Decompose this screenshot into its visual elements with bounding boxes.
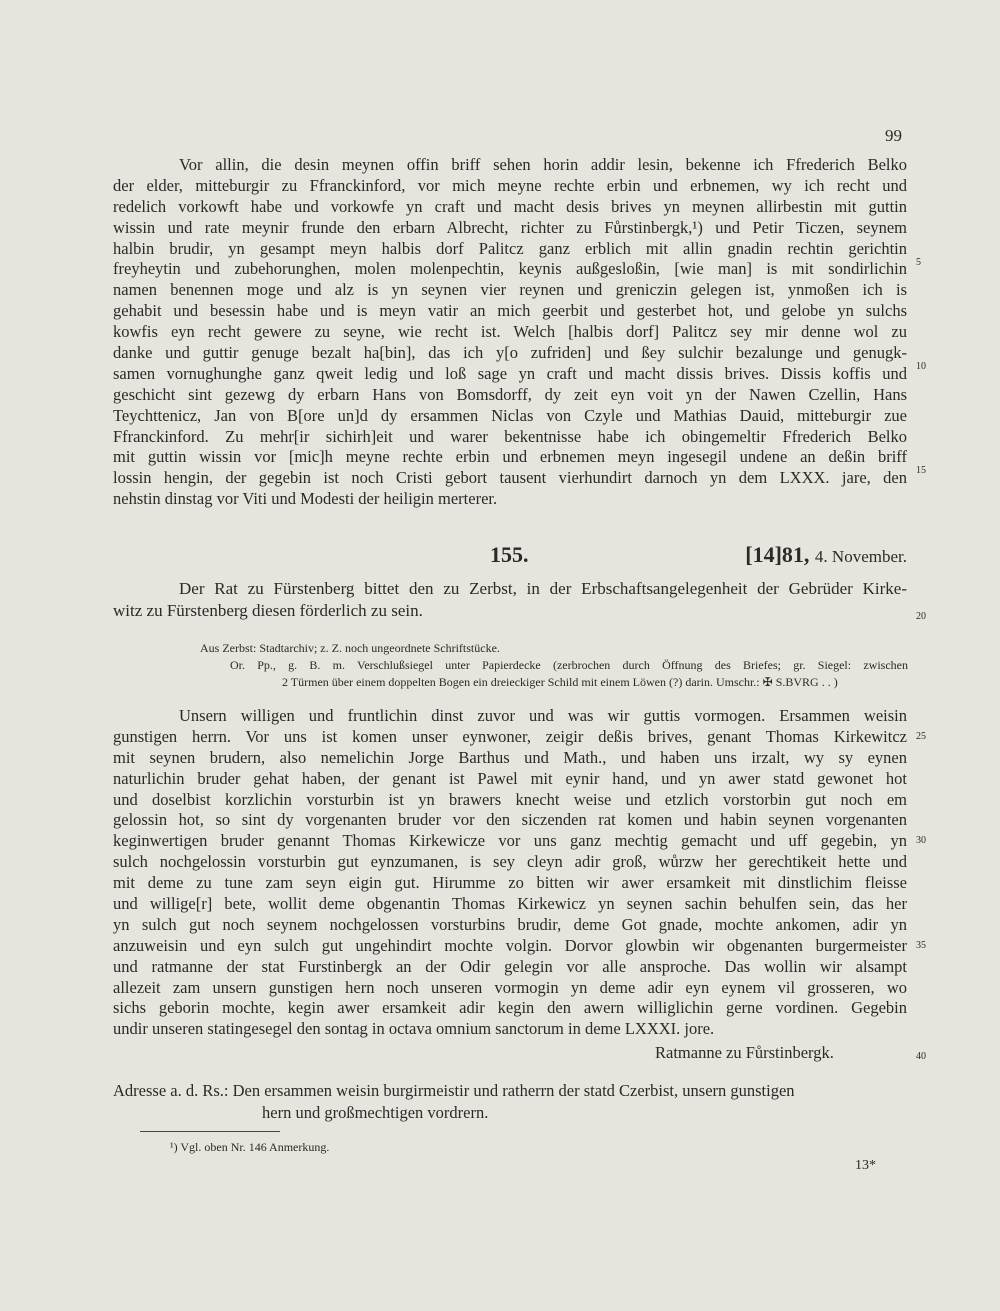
text-line: mit deme zu tune zam seyn eigin gut. Hirumme zo bitten wir awer ersamkeit mit dinstlichim fleisse <box>113 873 907 893</box>
text-line: nehstin dinstag vor Viti und Modesti der heiligin merterer. <box>113 489 498 509</box>
page-number: 99 <box>885 126 902 145</box>
document-year: [14]81, <box>745 542 810 567</box>
text-line: und ratmanne der stat Furstinbergk an der Odir gelegin vor alle ansproche. Das wollin wir alsampt <box>113 956 907 976</box>
document-day: 4. November. <box>814 547 907 566</box>
source-line: Or. Pp., g. B. m. Verschlußsiegel unter Papierdecke (zerbrochen durch Öffnung des Briefes; gr. Siegel: zwischen <box>230 657 908 672</box>
margin-line-number: 10 <box>916 361 926 372</box>
text-line: wissin und rate meynir frunde den erbarn Albrecht, richter zu Fůrstinbergk,¹) und Petir Ticzen, seynem <box>113 217 907 237</box>
source-line: Aus Zerbst: Stadtarchiv; z. Z. noch ungeordnete Schriftstücke. <box>200 641 500 655</box>
text-line: kowfis eyn recht gewere zu seyne, wie recht ist. Welch [halbis dorf] Palitcz sey mir denne wol zu <box>113 322 907 342</box>
address-line <box>113 1080 907 1102</box>
footnote-divider <box>140 1131 280 1132</box>
source-note <box>200 640 908 690</box>
margin-line-number: 35 <box>916 940 926 951</box>
address-text: Den ersammen weisin burgirmeistir und ratherrn der statd Czerbist, unsern gunstigen <box>232 1081 795 1100</box>
text-line: gunstigen herrn. Vor uns ist komen unser eynwoner, zeigir deßis brives, genant Thomas Kirkewitcz <box>113 726 907 746</box>
text-line: geschicht sint gezewg dy erbarn Hans von Bomsdorff, dy zeit eyn voit yn der Nawen Czellin, Hans <box>113 384 907 404</box>
margin-line-number: 40 <box>916 1051 926 1062</box>
text-line: danke und guttir genuge bezalt ha[bin], das ich y[o zufriden] und ßey sulchir bezalunge und genugk- <box>113 343 907 363</box>
summary-line: Der Rat zu Fürstenberg bittet den zu Zerbst, in der Erbschaftsangelegenheit der Gebrüder Kirke- <box>179 579 907 598</box>
text-line: mit guttin wissin vor [mic]h meyne rechte erbin und erbnemen meyn ingesegil undene an deßin briff <box>113 447 907 467</box>
text-line: halbin brudir, yn gesampt meyn halbis dorf Palitcz ganz erblich mit allin gnadin rechtin gerichtin <box>113 238 907 258</box>
text-line: keginwertigen bruder genannt Thomas Kirkewicze vor uns ganz mechtig gemacht und uff gegebin, yn <box>113 831 907 851</box>
margin-line-number: 5 <box>916 257 921 268</box>
document-heading <box>113 542 907 572</box>
document-154-text <box>113 155 907 510</box>
text-line: lossin hengin, der gegebin ist noch Cristi gebort tausent vierhundirt darnoch yn dem LXXX. jare, den <box>113 468 907 488</box>
printer-signature-mark: 13* <box>855 1158 876 1173</box>
margin-line-number: 20 <box>916 611 926 622</box>
text-line: der elder, mitteburgir zu Ffranckinford, vor mich meyne rechte erbin und erbnemen, wy ich recht und <box>113 175 907 195</box>
summary-line: witz zu Fürstenberg diesen förderlich zu sein. <box>113 600 423 620</box>
text-line: allezeit zam unsern gunstigen hern noch unseren vormogin yn deme adir eyn eynem vil grosseren, wo <box>113 977 907 997</box>
text-line: mit seynen brudern, also nemelichin Jorge Barthus und Math., und haben uns irzalt, wy sy eynen <box>113 747 907 767</box>
document-155-text <box>113 706 907 1040</box>
address-line: hern und großmechtigen vordrern. <box>262 1102 489 1122</box>
text-line: und willige[r] bete, wollit deme obgenantin Thomas Kirkewicz yn seynen sachin behulfen sein, das her <box>113 894 907 914</box>
text-line: gehabit und besessin habe und is meyn vatir an mich geerbit und gesterbet hot, und gelobe yn sulchs <box>113 301 907 321</box>
text-line: Teychttenicz, Jan von B[ore un]d dy ersammen Niclas von Czyle und Mathias Dauid, mitteburgir zue <box>113 405 907 425</box>
document-number: 155. <box>490 542 529 567</box>
text-line: naturlichin bruder gehat haben, der genant ist Pawel mit eynir hand, und yn awer statd gewonet hot <box>113 768 907 788</box>
text-line: und doselbist korzlichin vorsturbin ist yn brawers knecht weise und etzlich vorstorbin gut noch em <box>113 789 907 809</box>
text-line: samen vornughunghe ganz qweit ledig und loß sage yn craft und macht dissis brives. Dissis koffis und <box>113 363 907 383</box>
text-line: Unsern willigen und fruntlichin dinst zuvor und was wir guttis vormogen. Ersammen weisin <box>179 706 907 725</box>
address-label: Adresse a. d. Rs.: <box>113 1081 229 1100</box>
text-line: namen benennen moge und alz is yn seynen vier reynen und greniczin gelegen ist, ynmoßen ich is <box>113 280 907 300</box>
address-note <box>113 1080 907 1123</box>
text-line: freyheytin und zubehorunghen, molen molenpechtin, keynis außgesloßin, [wie man] is mit sondirlichin <box>113 259 907 279</box>
document-date <box>745 542 907 568</box>
text-line: sulch nochgelossin vorsturbin gut eynzumanen, is sey cleyn adir groß, wůrzw her gerechtikeit hette und <box>113 852 907 872</box>
signature: Ratmanne zu Fůrstinbergk. <box>655 1043 834 1062</box>
margin-line-number: 25 <box>916 731 926 742</box>
text-line: yn sulch gut noch seynem nochgelossen vorsturbins brudir, deme Got gnade, mochte ankomen, adir yn <box>113 914 907 934</box>
source-line: 2 Türmen über einem doppelten Bogen ein dreieckiger Schild mit einem Löwen (?) darin. Umschr.: ✠ S.BVRG . . ) <box>282 674 838 689</box>
text-line: Vor allin, die desin meynen offin briff sehen horin addir lesin, bekenne ich Ffrederich Belko <box>179 155 907 174</box>
text-line: Ffranckinford. Zu mehr[ir sichirh]eit und warer bekentnisse habe ich obingemeltir Ffrederich Belko <box>113 426 907 446</box>
text-line: anzuweisin und eyn sulch gut ungehindirt mochte volgin. Dorvor glowbin wir obgenanten burgermeister <box>113 935 907 955</box>
margin-line-number: 30 <box>916 835 926 846</box>
text-line: sichs geborin mochte, kegin awer ersamkeit adir kegin den awern williglichin gerne vordinen. Gegebin <box>113 998 907 1018</box>
text-line: undir unseren statingesegel den sontag in octava omnium sanctorum in deme LXXXI. jore. <box>113 1019 715 1039</box>
text-line: redelich vorkowft habe und vorkowfe yn craft und macht desis brives yn meynen allirbestin mit guttin <box>113 196 907 216</box>
document-summary <box>113 578 907 621</box>
footnote: ¹) Vgl. oben Nr. 146 Anmerkung. <box>170 1140 330 1154</box>
text-line: gelossin hot, so sint dy vorgenanten bruder vor den siczenden rat komen und habin seynen vorgenanten <box>113 810 907 830</box>
margin-line-number: 15 <box>916 465 926 476</box>
